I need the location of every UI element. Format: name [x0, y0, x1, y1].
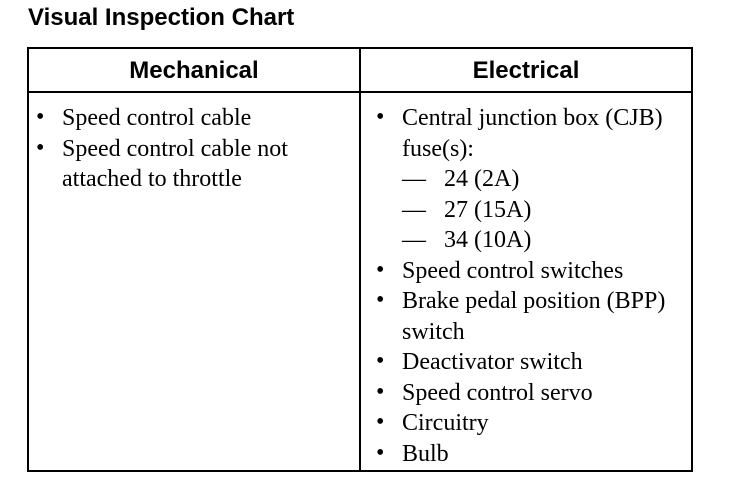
sub-list-item — [402, 164, 685, 195]
bullet-icon: • — [36, 134, 45, 161]
list-item — [373, 439, 685, 470]
sub-list-item-text: 24 (2A) — [444, 166, 520, 192]
list-item-text: Bulb — [402, 440, 449, 467]
list-item-text: Speed control servo — [402, 379, 593, 406]
inspection-table — [27, 47, 693, 472]
bullet-icon: • — [36, 104, 45, 130]
list-item-text: Deactivator switch — [402, 349, 583, 375]
bullet-icon: • — [376, 287, 385, 313]
bullet-icon: • — [376, 439, 385, 466]
header-mechanical: Mechanical — [129, 57, 259, 84]
dash-icon: — — [402, 227, 426, 253]
list-item-text: Circuitry — [402, 410, 489, 436]
list-item-text: Central junction box (CJB) fuse(s): — [402, 105, 663, 162]
list-item — [373, 103, 685, 256]
electrical-list — [373, 103, 685, 469]
fuse-sublist — [402, 164, 685, 256]
list-item-text: Speed control switches — [402, 257, 624, 284]
bullet-icon: • — [376, 378, 385, 405]
dash-icon: — — [402, 196, 426, 223]
bullet-icon: • — [376, 409, 385, 435]
column-divider — [359, 49, 361, 470]
list-item-text: Speed control cable not attached to throttle — [62, 135, 288, 192]
sub-list-item — [402, 225, 685, 256]
chart-title: Visual Inspection Chart — [28, 4, 295, 31]
list-item — [373, 256, 685, 287]
list-item — [373, 286, 685, 347]
list-item — [373, 378, 685, 409]
header-electrical: Electrical — [472, 57, 580, 84]
list-item — [373, 347, 685, 378]
dash-icon: — — [402, 166, 426, 192]
list-item-text: Speed control cable — [62, 105, 252, 131]
mechanical-list — [33, 103, 351, 195]
sub-list-item — [402, 195, 685, 226]
sub-list-item-text: 34 (10A) — [444, 227, 532, 253]
list-item — [33, 134, 351, 195]
bullet-icon: • — [376, 104, 385, 130]
bullet-icon: • — [376, 256, 385, 283]
bullet-icon: • — [376, 348, 385, 374]
list-item — [373, 408, 685, 439]
list-item — [33, 103, 351, 134]
mechanical-cell — [33, 103, 351, 195]
electrical-cell — [373, 103, 685, 469]
sub-list-item-text: 27 (15A) — [444, 196, 532, 223]
list-item-text: Brake pedal position (BPP) switch — [402, 288, 666, 345]
